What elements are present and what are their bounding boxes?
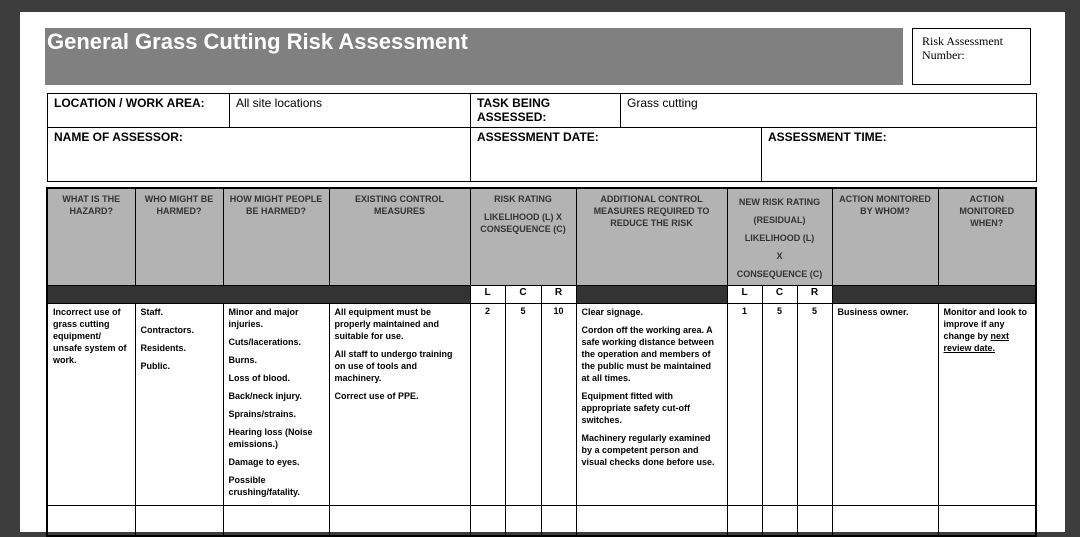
header-additional: ADDITIONAL CONTROL MEASURES REQUIRED TO REDUCE THE RISK [576, 188, 727, 286]
header-new-risk-rating [727, 188, 832, 286]
existing-item: Correct use of PPE. [334, 391, 419, 401]
how-item: Damage to eyes. [228, 457, 300, 467]
additional-item: Cordon off the working area. A safe working distance between the operation and members of the public must be maintained at all times. [581, 325, 715, 383]
location-label: LOCATION / WORK AREA: [48, 94, 230, 128]
header-risk-rating-formula: LIKELIHOOD (L) X CONSEQUENCE (C) [480, 212, 566, 234]
task-value: Grass cutting [621, 94, 1037, 128]
who-cell [135, 304, 223, 506]
existing-cell [329, 304, 470, 506]
who-item: Public. [140, 361, 171, 371]
how-item: Sprains/strains. [228, 409, 297, 419]
header-new-5: CONSEQUENCE (C) [736, 269, 823, 279]
header-who: WHO MIGHT BE HARMED? [135, 188, 223, 286]
how-item: Burns. [228, 355, 258, 365]
title-bar [45, 28, 903, 85]
who-item: Residents. [140, 343, 187, 353]
assessment-date-label: ASSESSMENT DATE: [471, 128, 762, 182]
document-title: General Grass Cutting Risk Assessment [47, 29, 469, 54]
header-existing: EXISTING CONTROL MEASURES [329, 188, 470, 286]
existing-item: All staff to undergo training on use of tools and machinery. [334, 349, 453, 383]
header-r: R [541, 286, 576, 304]
how-item: Possible crushing/fatality. [228, 475, 300, 497]
header-l: L [470, 286, 505, 304]
assessment-info-table [47, 93, 1037, 182]
header-how: HOW MIGHT PEOPLE BE HARMED? [223, 188, 329, 286]
table-row [47, 506, 1036, 536]
when-review-date: next review date. [943, 331, 1010, 353]
header-c: C [505, 286, 541, 304]
document-page [20, 12, 1065, 532]
by-whom-cell: Business owner. [832, 304, 938, 506]
hazard-cell: Incorrect use of grass cutting equipment/ unsafe system of work. [47, 304, 135, 506]
new-l-value: 1 [727, 304, 762, 506]
risk-table [46, 187, 1037, 537]
when-text: Monitor and look to improve if any change by [943, 307, 1027, 341]
who-item: Contractors. [140, 325, 195, 335]
additional-cell [576, 304, 727, 506]
table-row [47, 304, 1036, 506]
header-new-l: L [727, 286, 762, 304]
how-item: Cuts/lacerations. [228, 337, 302, 347]
header-risk-rating-title: RISK RATING [494, 194, 552, 204]
additional-item: Clear signage. [581, 307, 644, 317]
header-by-whom: ACTION MONITORED BY WHOM? [832, 188, 938, 286]
header-new-r: R [797, 286, 832, 304]
header-band-right [832, 286, 1036, 304]
header-band-mid [576, 286, 727, 304]
how-item: Hearing loss (Noise emissions.) [228, 427, 313, 449]
existing-item: All equipment must be properly maintained and suitable for use. [334, 307, 440, 341]
header-new-2: (RESIDUAL) [753, 215, 806, 225]
when-cell [938, 304, 1036, 506]
how-item: Minor and major injuries. [228, 307, 299, 329]
location-value: All site locations [230, 94, 471, 128]
risk-l-value: 2 [470, 304, 505, 506]
header-risk-rating [470, 188, 576, 286]
how-item: Loss of blood. [228, 373, 290, 383]
new-c-value: 5 [762, 304, 797, 506]
header-new-3: LIKELIHOOD (L) [744, 233, 815, 243]
header-new-1: NEW RISK RATING [738, 197, 821, 207]
task-label: TASK BEING ASSESSED: [471, 94, 621, 128]
how-item: Back/neck injury. [228, 391, 302, 401]
header-new-c: C [762, 286, 797, 304]
header-band-left [47, 286, 470, 304]
who-item: Staff. [140, 307, 163, 317]
header-new-4: X [776, 251, 783, 261]
risk-assessment-number-box: Risk Assessment Number: [912, 28, 1031, 85]
assessor-label: NAME OF ASSESSOR: [48, 128, 471, 182]
additional-item: Machinery regularly examined by a competent person and visual checks done before use. [581, 433, 715, 467]
additional-item: Equipment fitted with appropriate safety cut-off switches. [581, 391, 691, 425]
risk-c-value: 5 [505, 304, 541, 506]
header-hazard: WHAT IS THE HAZARD? [47, 188, 135, 286]
risk-r-value: 10 [541, 304, 576, 506]
header-when: ACTION MONITORED WHEN? [938, 188, 1036, 286]
how-cell [223, 304, 329, 506]
assessment-time-label: ASSESSMENT TIME: [762, 128, 1037, 182]
new-r-value: 5 [797, 304, 832, 506]
